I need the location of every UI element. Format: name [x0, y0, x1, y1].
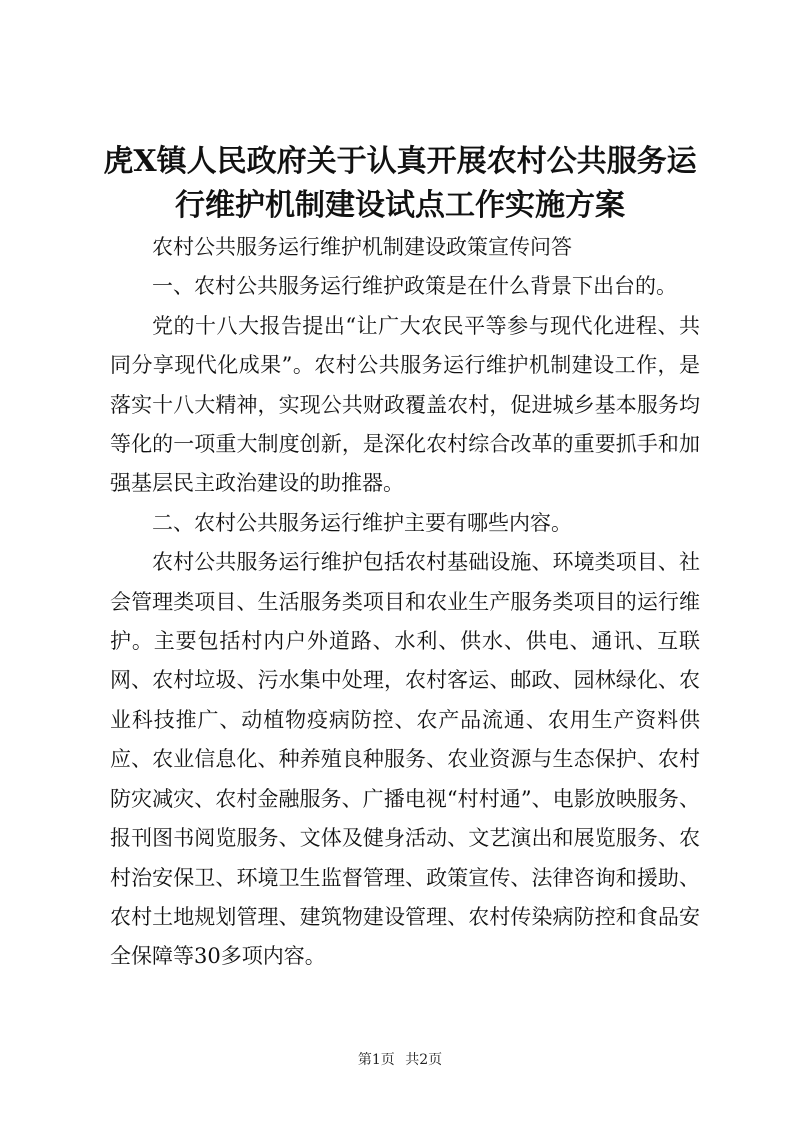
- document-body: [110, 228, 700, 977]
- paragraph-question-1: 一、农村公共服务运行维护政策是在什么背景下出台的。: [152, 274, 677, 299]
- paragraph-answer-2: 农村公共服务运行维护包括农村基础设施、环境类项目、社会管理类项目、生活服务类项目和农业生产服务类项目的运行维护。主要包括村内户外道路、水利、供水、供电、通讯、互联网、农村垃圾、污水集中处理，农村客运、邮政、园林绿化、农业科技推广、动植物疫病防控、农产品流通、农用生产资料供应、农业信息化、种养殖良种服务、农业资源与生态保护、农村防灾减灾、农村金融服务、广播电视“村村通”、电影放映服务、报刊图书阅览服务、文体及健身活动、文艺演出和展览服务、农村治安保卫、环境卫生监督管理、政策宣传、法律咨询和援助、农村土地规划管理、建筑物建设管理、农村传染病防控和食品安全保障等30多项内容。: [110, 550, 700, 969]
- page-footer: [0, 1050, 800, 1070]
- page-number-current: 第1页: [357, 1052, 395, 1068]
- document-title: 虎X镇人民政府关于认真开展农村公共服务运行维护机制建设试点工作实施方案: [103, 144, 697, 223]
- paragraph-question-2: 二、农村公共服务运行维护主要有哪些内容。: [152, 510, 572, 535]
- paragraph-answer-1: 党的十八大报告提出“让广大农民平等参与现代化进程、共同分享现代化成果”。农村公共服务运行维护机制建设工作，是落实十八大精神，实现公共财政覆盖农村，促进城乡基本服务均等化的一项重大制度创新，是深化农村综合改革的重要抓手和加强基层民主政治建设的助推器。: [110, 313, 700, 496]
- paragraph-subtitle: 农村公共服务运行维护机制建设政策宣传问答: [152, 235, 572, 259]
- page-number-total: 共2页: [405, 1052, 443, 1068]
